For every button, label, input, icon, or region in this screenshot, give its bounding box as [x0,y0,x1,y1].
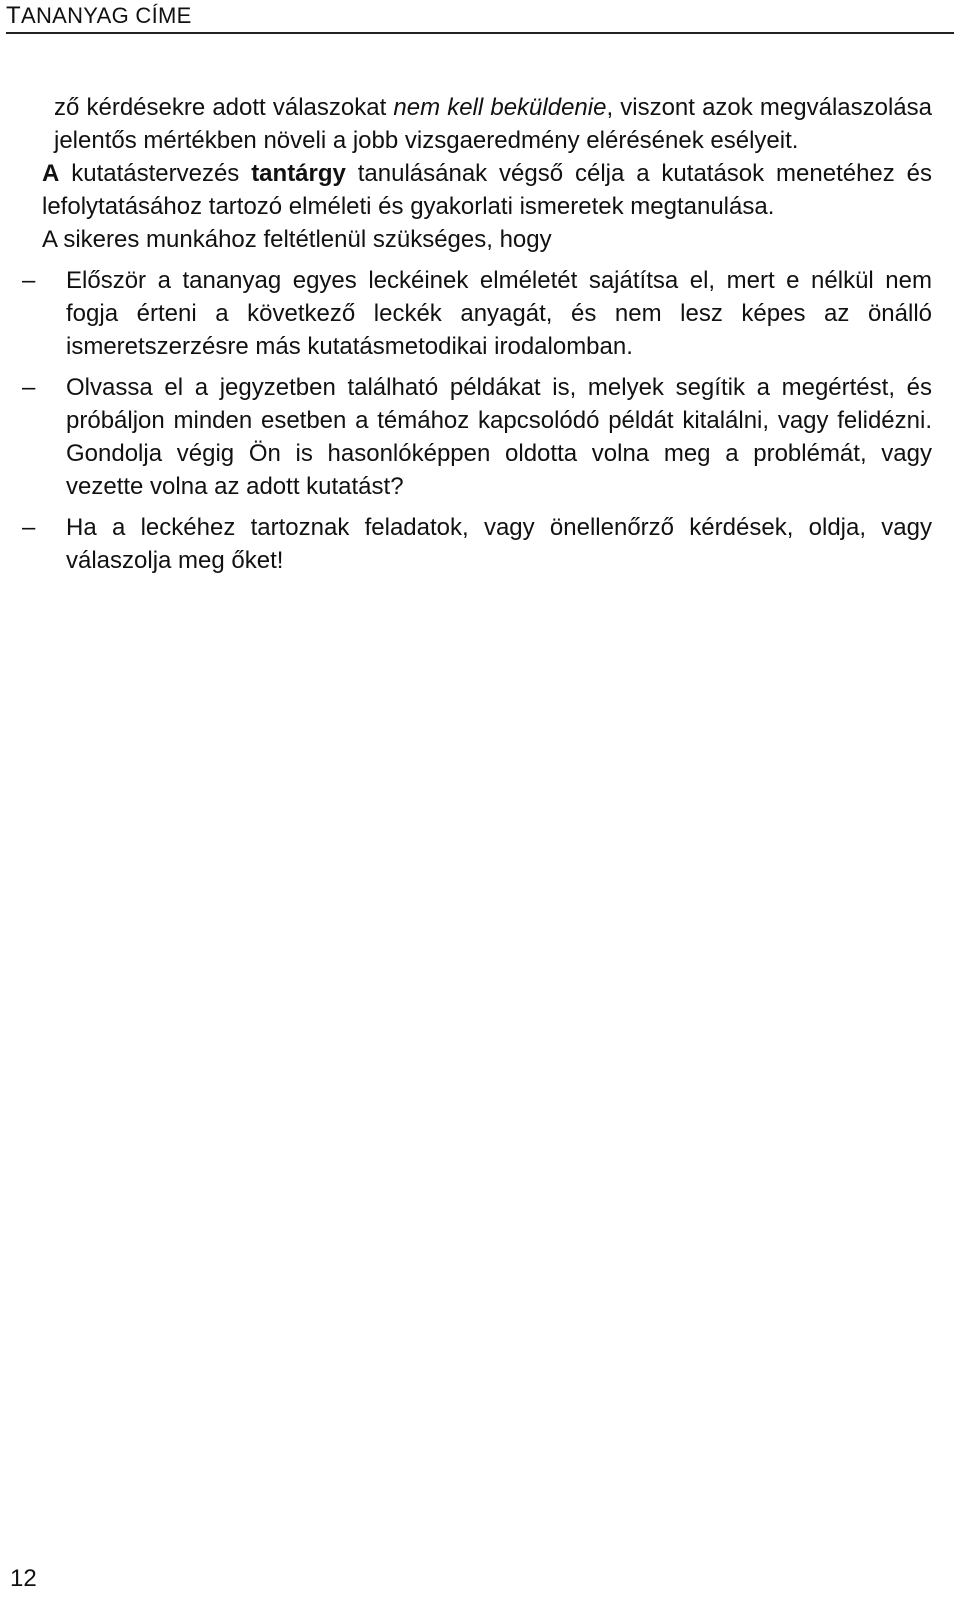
list-item [22,371,932,503]
emphasis-text: nem kell beküldenie [393,94,607,121]
bold-text: tantárgy [251,160,346,187]
list-item-text: Először a tananyag egyes leckéinek elméletét sajátítsa el, mert e nélkül nem fogja érteni a következő leckék anyagát, és nem lesz képes az önálló ismeretszerzésre más kutatásmetodikai irodalomban. [66,267,932,360]
running-header-title-rest: ANANYAG CÍME [20,3,192,28]
list-item-text: Ha a leckéhez tartoznak feladatok, vagy önellenőrző kérdések, oldja, vagy válaszolja meg őket! [66,514,932,574]
running-header-title [6,4,192,28]
page-body [22,91,933,585]
paragraph-continued [42,91,932,157]
paragraph-text: tanulásának végső célja a kutatások menetéhez és lefolytatásához tartozó elméleti és gyakorlati ismeretek megtanulása. [42,160,933,220]
paragraph-course-goal [42,157,932,223]
paragraph-text: , viszont azok megválaszolása jelentős mértékben növeli a jobb vizsgaeredmény elérésének esélyeit. [54,94,933,154]
list-item [22,511,932,577]
paragraph-intro: A sikeres munkához feltétlenül szükséges, hogy [42,226,552,253]
dash-bullet-icon: – [22,374,36,401]
list-item [22,264,932,363]
bullet-list [22,264,932,577]
bold-text: A [42,160,60,187]
running-header [6,2,954,34]
running-header-title-initial: T [6,2,21,29]
dash-bullet-icon: – [22,267,36,294]
paragraph-text: ző kérdésekre adott válaszokat [54,94,394,121]
dash-bullet-icon: – [22,514,36,541]
paragraph-text: kutatástervezés [59,160,252,187]
list-item-text: Olvassa el a jegyzetben található példákat is, melyek segítik a megértést, és próbáljon minden esetben a témához kapcsolódó példát kitalálni, vagy felidézni. Gondolja végig Ön is hasonlóképpen oldotta volna meg a problémát, vagy vezette volna az adott kutatást? [66,374,932,500]
page-number: 12 [10,1565,37,1592]
